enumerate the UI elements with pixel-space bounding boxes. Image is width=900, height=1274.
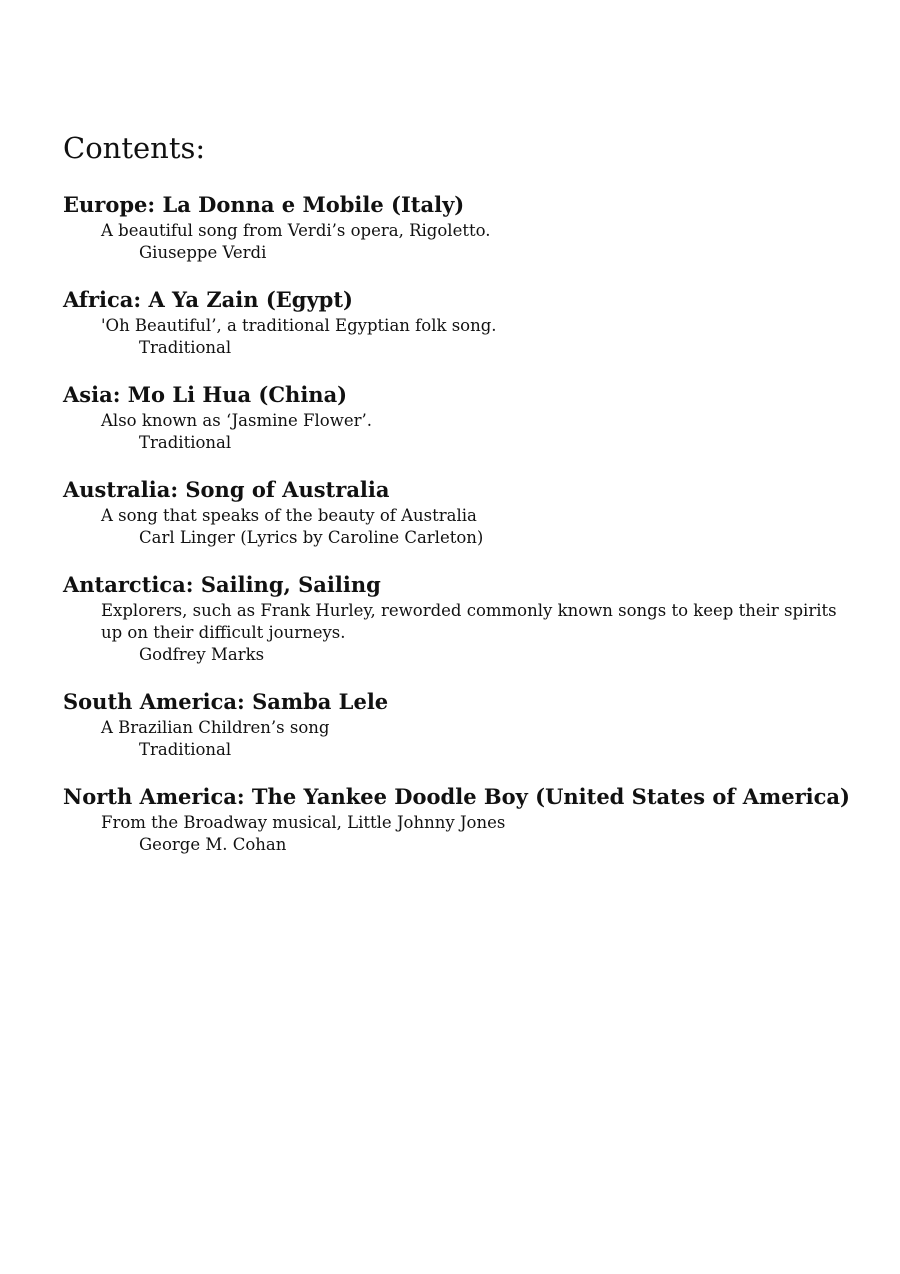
- contents-entry-australia: [63, 475, 853, 549]
- entry-title: Australia: Song of Australia: [63, 477, 390, 502]
- entry-title: South America: Samba Lele: [63, 689, 389, 714]
- entry-title: Africa: A Ya Zain (Egypt): [63, 287, 353, 312]
- entry-author: Traditional: [139, 338, 232, 357]
- contents-entry-south-america: [63, 687, 853, 761]
- entry-description: A beautiful song from Verdi’s opera, Rigoletto.: [101, 221, 491, 240]
- contents-heading: Contents:: [63, 131, 206, 165]
- entry-author: Giuseppe Verdi: [139, 243, 267, 262]
- entry-author: Carl Linger (Lyrics by Caroline Carleton): [139, 528, 484, 547]
- contents-entry-africa: [63, 285, 853, 359]
- entry-author: Godfrey Marks: [139, 645, 265, 664]
- contents-entry-asia: [63, 380, 853, 454]
- entry-author: Traditional: [139, 740, 232, 759]
- contents-entry-antarctica: [63, 570, 853, 666]
- entry-author: Traditional: [139, 433, 232, 452]
- contents-page: [63, 128, 853, 877]
- entry-title: North America: The Yankee Doodle Boy (United States of America): [63, 784, 850, 809]
- contents-entry-north-america: [63, 782, 853, 856]
- entry-title: Asia: Mo Li Hua (China): [63, 382, 348, 407]
- entry-description: Explorers, such as Frank Hurley, reworded commonly known songs to keep their spirits up on their difficult journeys.: [101, 601, 837, 642]
- entry-description: Also known as ‘Jasmine Flower’.: [101, 411, 372, 430]
- entry-title: Antarctica: Sailing, Sailing: [63, 572, 381, 597]
- entry-author: George M. Cohan: [139, 835, 287, 854]
- entry-title: Europe: La Donna e Mobile (Italy): [63, 192, 465, 217]
- entry-description: A song that speaks of the beauty of Australia: [101, 506, 477, 525]
- entry-description: A Brazilian Children’s song: [101, 718, 330, 737]
- entry-description: 'Oh Beautiful’, a traditional Egyptian folk song.: [101, 316, 497, 335]
- contents-entry-europe: [63, 190, 853, 264]
- entry-description: From the Broadway musical, Little Johnny Jones: [101, 813, 506, 832]
